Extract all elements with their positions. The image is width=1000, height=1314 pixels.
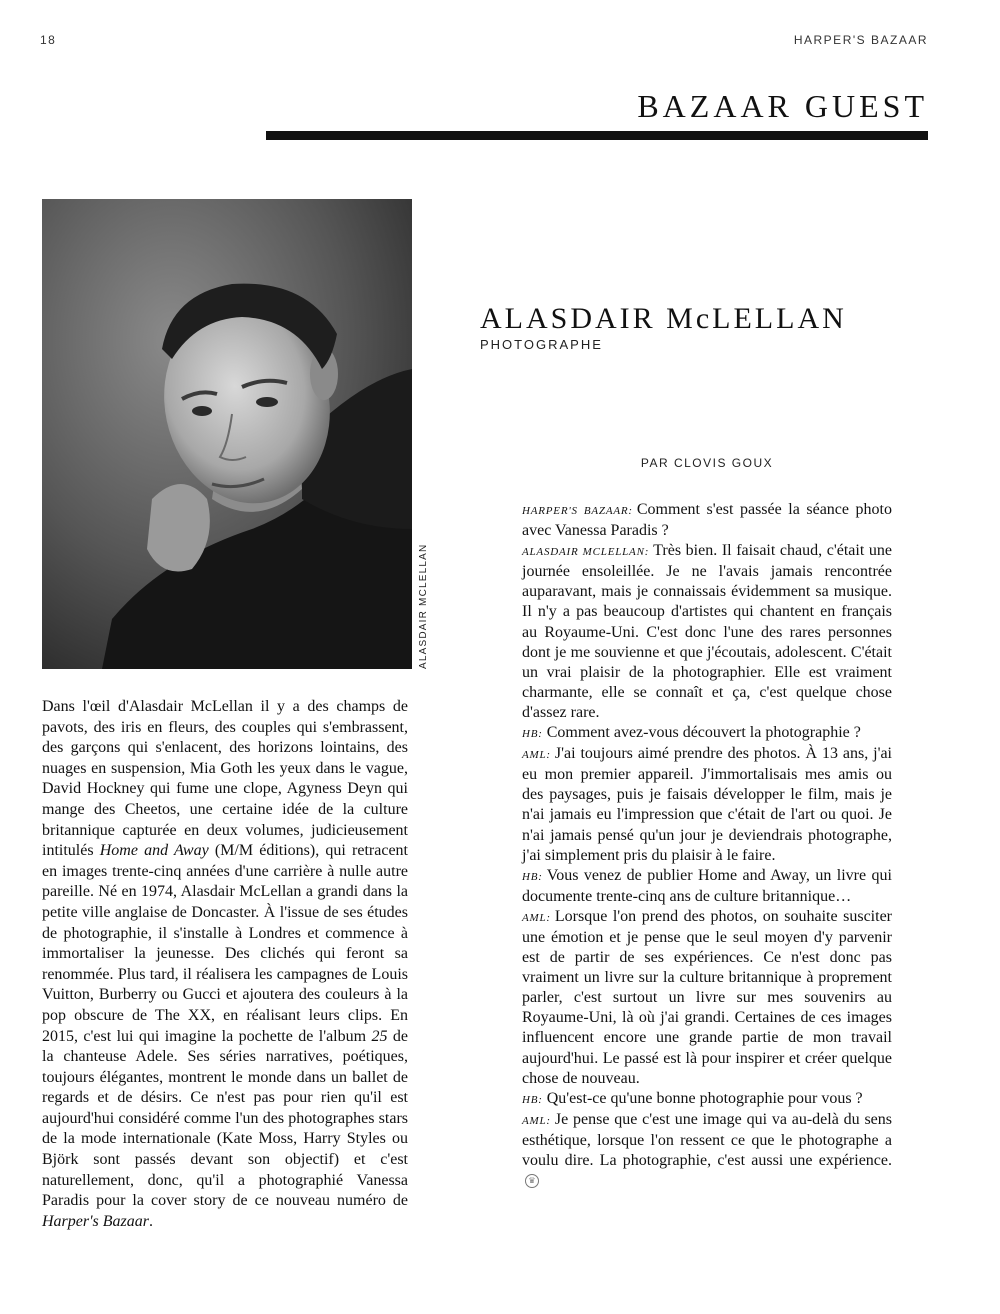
section-rubric: BAZAAR GUEST bbox=[637, 88, 928, 124]
speaker-label: HB: bbox=[522, 728, 543, 741]
speaker-label: HB: bbox=[522, 870, 543, 883]
subject-role: PHOTOGRAPHE bbox=[480, 337, 603, 352]
speaker-label: ALASDAIR MCLELLAN: bbox=[522, 546, 650, 559]
book-title: Home and Away bbox=[99, 842, 209, 860]
qa-text: Comment avez-vous découvert la photographie ? bbox=[546, 724, 861, 742]
photo-credit: ALASDAIR MCLELLAN bbox=[418, 543, 429, 669]
speaker-label: AML: bbox=[522, 911, 551, 924]
magazine-name: HARPER'S BAZAAR bbox=[793, 33, 928, 47]
qa-text: Comment s'est passée la séance photo avec Vanessa Paradis ? bbox=[522, 501, 892, 540]
byline: PAR CLOVIS GOUX bbox=[640, 456, 774, 470]
bazaar-end-mark-icon: ♛ bbox=[525, 1174, 539, 1188]
speaker-label: HB: bbox=[522, 1093, 543, 1106]
qa-text: Vous venez de publier Home and Away, un livre qui documente trente-cinq ans de culture britannique… bbox=[522, 866, 892, 905]
intro-text-2: (M/M éditions), qui retracent en images trente-cinq années d'une carrière à nulle autre pareille. Né en 1974, Alasdair McLellan a grandi dans la petite ville anglaise de Doncaster. À l'issue de ses études de photographie, il s'installe à Londres et commence à immortaliser la jeunesse. Des clichés qui feront sa renommée. Plus tard, il réalisera les campagnes de Louis Vuitton, Burberry ou Gucci et ajoutera des couleurs à la pop obscure de The XX, en réalisant leurs clips. En 2015, c'est lui qui imagine la pochette de l'album bbox=[42, 842, 408, 1045]
page-number: 18 bbox=[40, 33, 57, 47]
section-rule bbox=[266, 131, 928, 140]
qa-item bbox=[522, 907, 892, 1089]
qa-item bbox=[522, 1110, 892, 1191]
qa-item bbox=[522, 723, 892, 744]
speaker-label: HARPER'S BAZAAR: bbox=[522, 505, 633, 517]
intro-text-4: . bbox=[148, 1212, 153, 1230]
qa-item bbox=[522, 541, 892, 723]
qa-item bbox=[522, 866, 892, 907]
portrait-photo bbox=[42, 199, 412, 669]
qa-text: J'ai toujours aimé prendre des photos. À 13 ans, j'ai eu mon premier appareil. J'immortalisais mes amis ou des paysages, puis je faisais développer le film, mais je n'ai jamais eu l'impression que c'était de l'art ou quoi. Je n'ai jamais pensé qu'un jour je deviendrais photographe, j'ai simplement pris du plaisir à le faire. bbox=[522, 745, 892, 864]
qa-text: Très bien. Il faisait chaud, c'était une journée ensoleillée. Je ne l'avais jamais rencontrée auparavant, mais je connaissais évidemment sa musique. Il n'y a pas beaucoup d'artistes qui chantent en français au Royaume-Uni. C'est donc l'une des rares personnes dont je me souvienne et que j'écoutais, adolescent. C'était un vrai plaisir de la photographier. Elle est vraiment charmante, elle se connaît et ça, c'est quelque chose d'assez rare. bbox=[522, 542, 893, 721]
qa-text: Lorsque l'on prend des photos, on souhaite susciter une émotion et je pense que le seul moyen d'y parvenir est de partir de ses expériences. Ce n'est donc pas vraiment un livre sur la culture britannique à proprement parler, c'est surtout un livre sur mes souvenirs au Royaume-Uni, là où j'ai grandi. Certaines de ces images influencent encore une grande partie de mon travail aujourd'hui. Le passé est là pour inspirer et créer quelque chose de nouveau. bbox=[522, 907, 892, 1087]
qa-item bbox=[522, 1089, 892, 1110]
magazine-title: Harper's Bazaar bbox=[42, 1212, 149, 1230]
speaker-label: AML: bbox=[522, 749, 551, 762]
intro-text-1: Dans l'œil d'Alasdair McLellan il y a des champs de pavots, des iris en fleurs, des couples qui s'embrassent, des garçons qui s'enlacent, des horizons lointains, des nuages en suspension, Mia Goth les yeux dans le vague, David Hockney qui fume une clope, Agyness Deyn qui mange des Cheetos, une certaine idée de la culture britannique capturée en deux volumes, judicieusement intitulés bbox=[42, 698, 408, 860]
qa-text: Je pense que c'est une image qui va au-delà du sens esthétique, lorsque l'on ressent ce que le photographe a voulu dire. La photographie, c'est aussi une expérience. bbox=[522, 1110, 892, 1169]
portrait-illustration bbox=[42, 199, 412, 669]
interview-column bbox=[522, 500, 892, 1191]
qa-text: Qu'est-ce qu'une bonne photographie pour vous ? bbox=[546, 1089, 863, 1107]
speaker-label: AML: bbox=[522, 1114, 551, 1127]
qa-item bbox=[522, 744, 892, 866]
album-title: 25 bbox=[371, 1027, 388, 1045]
subject-name: ALASDAIR McLELLAN bbox=[480, 302, 847, 335]
intro-paragraph bbox=[42, 697, 408, 1232]
qa-item bbox=[522, 500, 892, 541]
intro-text-3: de la chanteuse Adele. Ses séries narratives, poétiques, toujours élégantes, montrent le monde dans un ballet de regards et de désirs. Ce n'est pas pour rien qu'il est aujourd'hui considéré comme l'un des photographes stars de la mode internationale (Kate Moss, Harry Styles ou Björk sont passés devant son objectif) et c'est naturellement, donc, qu'il a photographié Vanessa Paradis pour la cover story de ce nouveau numéro de bbox=[42, 1027, 408, 1210]
